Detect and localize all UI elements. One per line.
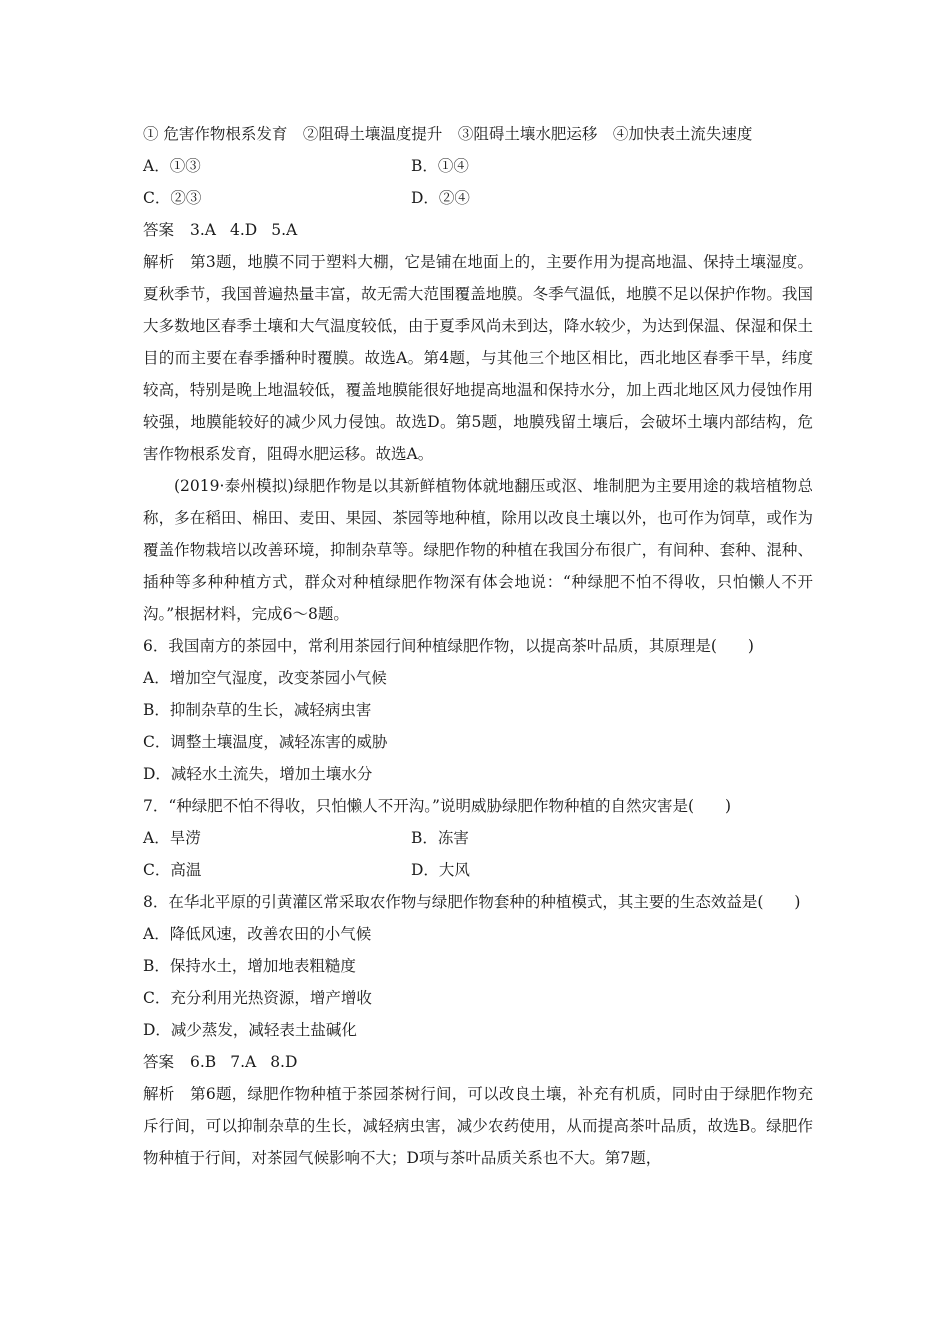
explanation-1: 解析 第3题，地膜不同于塑料大棚，它是铺在地面上的，主要作用为提高地温、保持土壤湿度。夏秋季节，我国普遍热量丰富，故无需大范围覆盖地膜。冬季气温低，地膜不足以保护作物。我国大多数地区春季土壤和大气温度较低，由于夏季风尚未到达，降水较少，为达到保温、保湿和保土目的而主要在春季播种时覆膜。故选A。第4题，与其他三个地区相比，西北地区春季干旱，纬度较高，特别是晚上地温较低，覆盖地膜能很好地提高地温和保持水分，加上西北地区风力侵蚀作用较强，地膜能较好的减少风力侵蚀。故选D。第5题，地膜残留土壤后，会破坏土壤内部结构，危害作物根系发育，阻碍水肥运移。故选A。 (143, 253, 813, 463)
answer-item: 4.D (230, 221, 258, 239)
q5-statements: ① 危害作物根系发育 ②阻碍土壤温度提升 ③阻碍土壤水肥运移 ④加快表土流失速度 (143, 125, 753, 143)
q6-stem: 6．我国南方的茶园中，常利用茶园行间种植绿肥作物，以提高茶叶品质，其原理是( ) (143, 637, 754, 655)
q7-option-a: A．旱涝 (143, 829, 201, 847)
q6-option-d: D．减轻水土流失，增加土壤水分 (143, 765, 373, 783)
q8-stem: 8．在华北平原的引黄灌区常采取农作物与绿肥作物套种的种植模式，其主要的生态效益是( ) (143, 893, 801, 911)
answer-label: 答案 (143, 1053, 175, 1071)
q7-option-b: B．冻害 (411, 829, 469, 847)
q6-option-a: A．增加空气湿度，改变茶园小气候 (143, 669, 387, 687)
q6-option-b: B．抑制杂草的生长，减轻病虫害 (143, 701, 372, 719)
answer-item: 3.A (190, 221, 216, 239)
answer-line-2 (143, 1046, 813, 1078)
answer-line-1 (143, 214, 813, 246)
q7-option-row (143, 854, 813, 886)
q5-option-row (143, 150, 813, 182)
q8-option-d: D．减少蒸发，减轻表土盐碱化 (143, 1021, 357, 1039)
q5-option-row (143, 182, 813, 214)
q7-option-d: D．大风 (411, 861, 470, 879)
q7-option-row (143, 822, 813, 854)
answer-item: 7.A (230, 1053, 257, 1071)
q8-option-a: A．降低风速，改善农田的小气候 (143, 925, 372, 943)
answer-label: 答案 (143, 221, 175, 239)
q8-option-b: B．保持水土，增加地表粗糙度 (143, 957, 356, 975)
q6-option-c: C．调整土壤温度，减轻冻害的威胁 (143, 733, 388, 751)
q5-option-b: B．①④ (411, 157, 469, 175)
answer-item: 5.A (271, 221, 298, 239)
q8-option-c: C．充分利用光热资源，增产增收 (143, 989, 372, 1007)
answer-item: 8.D (270, 1053, 298, 1071)
answer-item: 6.B (190, 1053, 217, 1071)
document-page (143, 118, 813, 1174)
q5-option-a: A．①③ (143, 157, 201, 175)
q7-option-c: C．高温 (143, 861, 202, 879)
material-passage: (2019·泰州模拟)绿肥作物是以其新鲜植物体就地翻压或沤、堆制肥为主要用途的栽培植物总称，多在稻田、棉田、麦田、果园、茶园等地种植，除用以改良土壤以外，也可作为饲草，或作为覆盖作物栽培以改善环境，抑制杂草等。绿肥作物的种植在我国分布很广，有间种、套种、混种、插种等多种种植方式，群众对种植绿肥作物深有体会地说：“种绿肥不怕不得收，只怕懒人不开沟。”根据材料，完成6～8题。 (143, 477, 813, 623)
explanation-2: 解析 第6题，绿肥作物种植于茶园茶树行间，可以改良土壤，补充有机质，同时由于绿肥作物充斥行间，可以抑制杂草的生长，减轻病虫害，减少农药使用，从而提高茶叶品质，故选B。绿肥作物种植于行间，对茶园气候影响不大；D项与茶叶品质关系也不大。第7题， (143, 1085, 813, 1167)
q5-option-c: C．②③ (143, 189, 202, 207)
q5-option-d: D．②④ (411, 189, 470, 207)
q7-stem: 7．“种绿肥不怕不得收，只怕懒人不开沟。”说明威胁绿肥作物种植的自然灾害是( ) (143, 797, 732, 815)
